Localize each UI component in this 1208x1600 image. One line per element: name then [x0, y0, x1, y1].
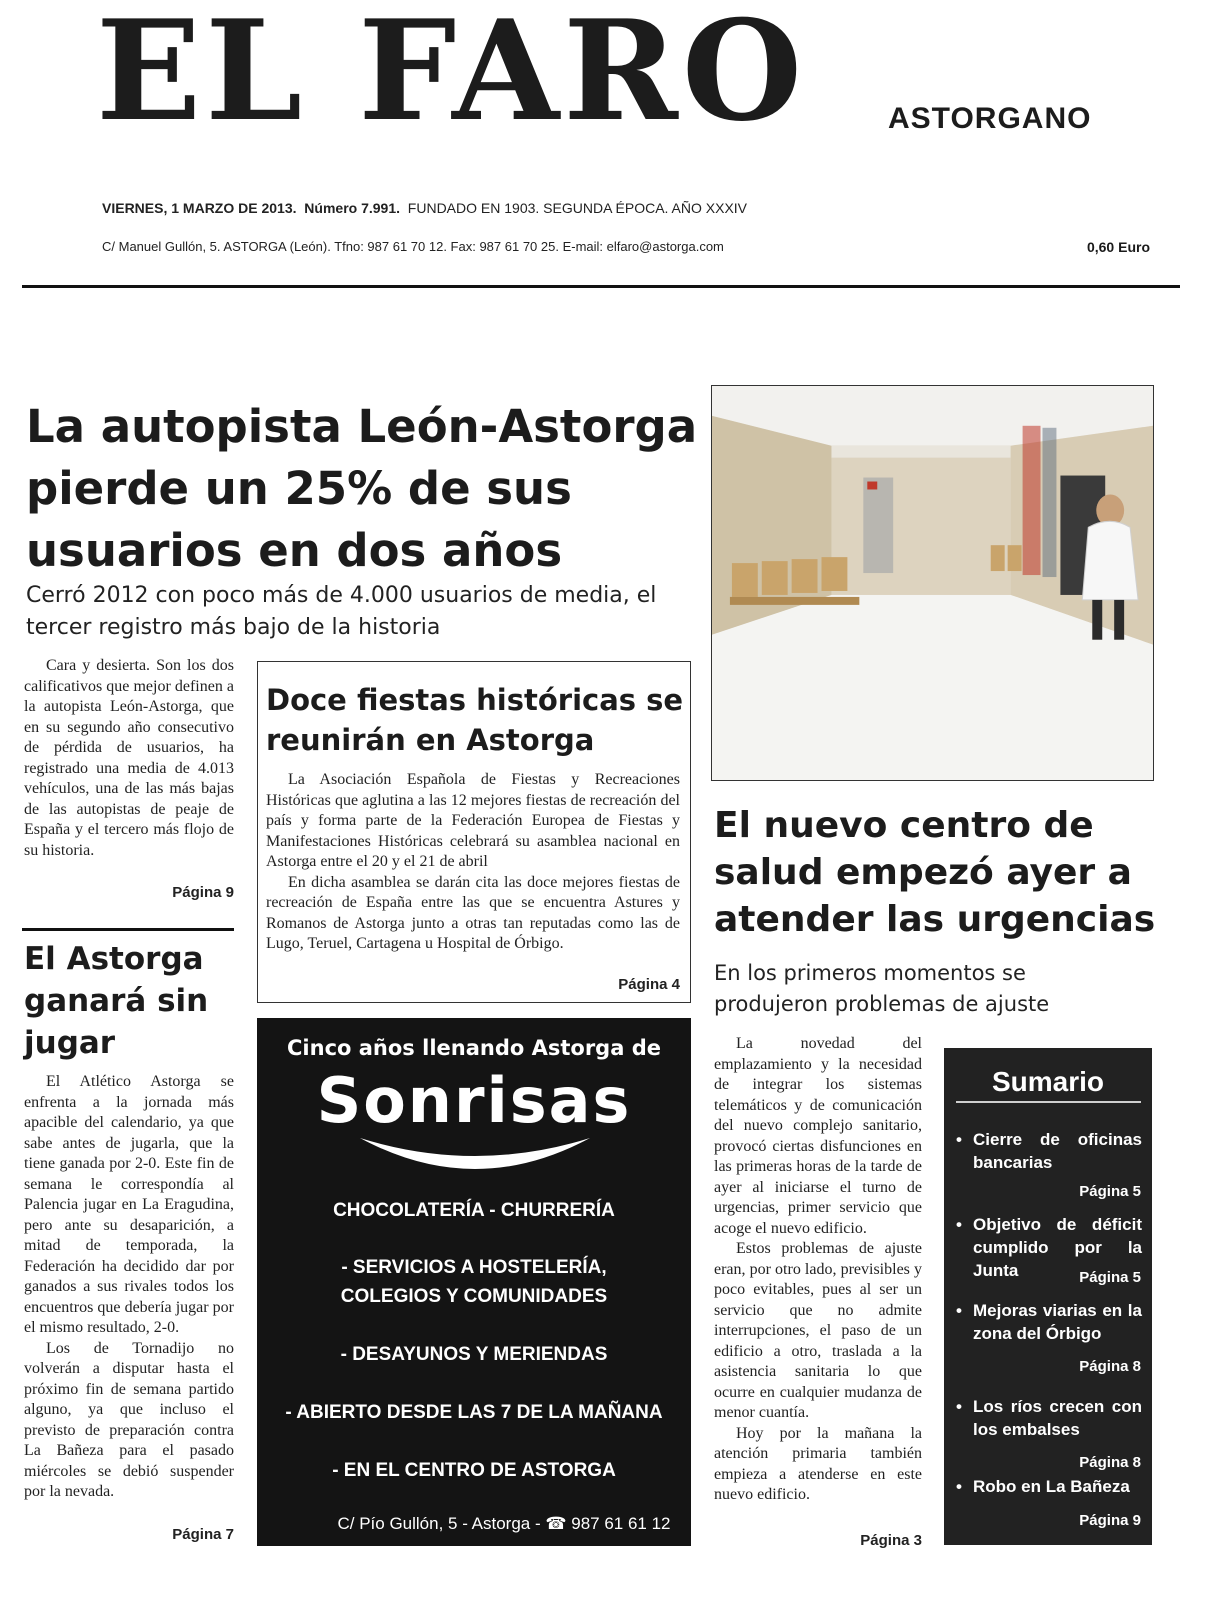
fiestas-paragraph-1: La Asociación Española de Fiestas y Recreaciones Históricas que aglutina a las 12 mejores fiestas de recreación del país y forma parte de la Federación Europea de Fiestas y Manifestaciones Históricas celebrará su asamblea nacional en Astorga entre el 20 y el 21 de abril: [266, 771, 680, 870]
masthead-subtitle: ASTORGANO: [888, 102, 1092, 135]
fiestas-paragraph-2: En dicha asamblea se darán cita las doce mejores fiestas de recreación de España entre las que se encuentra Astures y Romanos de Astorga junto a otras tan reputadas como las de Lugo, Teruel, Cartagena u Hospital de Órbigo.: [266, 873, 680, 952]
astorga-body: [24, 1072, 234, 1503]
sumario-item: • Mejoras viarias en la zona del Órbigo: [956, 1301, 1142, 1343]
bullet-icon: •: [956, 1215, 962, 1234]
fiestas-headline: Doce fiestas históricas se reunirán en Astorga: [266, 683, 684, 757]
sumario-item-page: Página 8: [1079, 1454, 1141, 1471]
sumario-item-page: Página 9: [1079, 1512, 1141, 1529]
ad-line-horario: - ABIERTO DESDE LAS 7 DE LA MAÑANA: [285, 1402, 663, 1423]
sumario-item: • Objetivo de déficit cumplido por la Junta: [956, 1215, 1142, 1280]
ad-line-servicios: - SERVICIOS A HOSTELERÍA,: [341, 1257, 607, 1278]
sumario-item: • Cierre de oficinas bancarias: [956, 1130, 1142, 1172]
bullet-icon: •: [956, 1477, 962, 1496]
smile-icon: [350, 1130, 600, 1190]
sumario-item: • Los ríos crecen con los embalses: [956, 1397, 1142, 1439]
astorga-page-ref: Página 7: [172, 1526, 234, 1543]
health-page-ref: Página 3: [860, 1532, 922, 1549]
lead-subhead: Cerró 2012 con poco más de 4.000 usuarios de media, el tercer registro más bajo de la historia: [26, 583, 657, 640]
ad-brand-logo: Sonrisas: [316, 1064, 632, 1137]
masthead-divider: [22, 285, 1180, 288]
sumario-item-page: Página 5: [1079, 1183, 1141, 1200]
ad-line-chocolateria: CHOCOLATERÍA - CHURRERÍA: [333, 1200, 615, 1221]
bullet-icon: •: [956, 1397, 962, 1416]
health-body: [714, 1034, 922, 1506]
health-paragraph-1: La novedad del emplazamiento y la necesidad de integrar los sistemas telemáticos y de comunicación del nuevo complejo sanitario, provocó ciertas disfunciones en las primeras horas de la tarde de ayer al iniciarse el turno de urgencias, primer servicio que acoge el nuevo edificio.: [714, 1035, 922, 1237]
dateline: [102, 200, 747, 216]
sumario-item-page: Página 8: [1079, 1358, 1141, 1375]
price: 0,60 Euro: [1086, 239, 1150, 255]
fiestas-page-ref: Página 4: [618, 976, 680, 993]
sumario-divider: [956, 1101, 1141, 1103]
sumario-item: • Robo en La Bañeza: [956, 1477, 1130, 1496]
lead-page-ref: Página 9: [172, 884, 234, 901]
health-centre-photo: [711, 385, 1154, 781]
lead-headline: La autopista León-Astorga pierde un 25% de sus usuarios en dos años: [26, 400, 698, 577]
ad-line-centro: - EN EL CENTRO DE ASTORGA: [332, 1460, 616, 1481]
bullet-icon: •: [956, 1130, 962, 1149]
bullet-icon: •: [956, 1301, 962, 1320]
ad-address: C/ Pío Gullón, 5 - Astorga - ☎ 987 61 61 12: [337, 1514, 671, 1533]
founded-line: FUNDADO EN 1903. SEGUNDA ÉPOCA. AÑO XXXIV: [407, 200, 748, 216]
contact-address: C/ Manuel Gullón, 5. ASTORGA (León). Tfno: 987 61 70 12. Fax: 987 61 70 25. E-mail: elfaro@astorga.com: [102, 239, 724, 254]
astorga-paragraph-1: El Atlético Astorga se enfrenta a la jornada más apacible del calendario, ya que sabe antes de jugarla, que la tiene ganada por 2-0. Este fin de semana le correspondía al Palencia jugar en La Eragudina, pero ante su desaparición, a mitad de temporada, la Federación ha decidido dar por ganados a sus rivales todos los encuentros que debería jugar por el mismo resultado, 2-0.: [24, 1073, 234, 1336]
health-headline: El nuevo centro de salud empezó ayer a atender las urgencias: [714, 805, 1156, 940]
lead-body-paragraph: Cara y desierta. Son los dos calificativos que mejor definen a la autopista León-Astorga, que en su segundo año consecutivo de pérdida de usuarios, ha registrado una media de 4.013 vehículos, una de las más bajas de las autopistas de peaje de España y el tercero más flojo de su historia.: [24, 657, 234, 859]
masthead-title: EL FARO: [96, 0, 807, 152]
sumario-item-page: Página 5: [1079, 1269, 1141, 1286]
astorga-paragraph-2: Los de Tornadijo no volverán a disputar hasta el próximo fin de semana partido alguno, ya que incluso el previsto de preparación contra La Bañeza para el pasado miércoles se debió suspender por la nevada.: [24, 1339, 234, 1500]
health-paragraph-3: Hoy por la mañana la atención primaria también empieza a atenderse en este nuevo edificio.: [714, 1424, 922, 1503]
ad-line-desayunos: - DESAYUNOS Y MERIENDAS: [340, 1344, 608, 1365]
lead-body: [24, 656, 234, 861]
column-divider: [22, 928, 234, 931]
astorga-headline: El Astorga ganará sin jugar: [24, 941, 209, 1061]
issue-date: VIERNES, 1 MARZO DE 2013.: [102, 200, 297, 216]
health-subhead: En los primeros momentos se produjeron problemas de ajuste: [714, 961, 1050, 1016]
fiestas-body: [266, 770, 680, 955]
ad-line-colegios: COLEGIOS Y COMUNIDADES: [340, 1286, 608, 1307]
issue-number: Número 7.991.: [304, 200, 401, 216]
sumario-title: Sumario: [991, 1066, 1105, 1097]
ad-tagline: Cinco años llenando Astorga de: [287, 1036, 661, 1060]
health-paragraph-2: Estos problemas de ajuste eran, por otro lado, previsibles y poco evitables, pues al ser un servicio que no admite interrupciones, el paso de un edificio a otro, traslada a la asistencia sanitaria lo que ocurre en cualquier mudanza de menor cuantía.: [714, 1240, 922, 1421]
